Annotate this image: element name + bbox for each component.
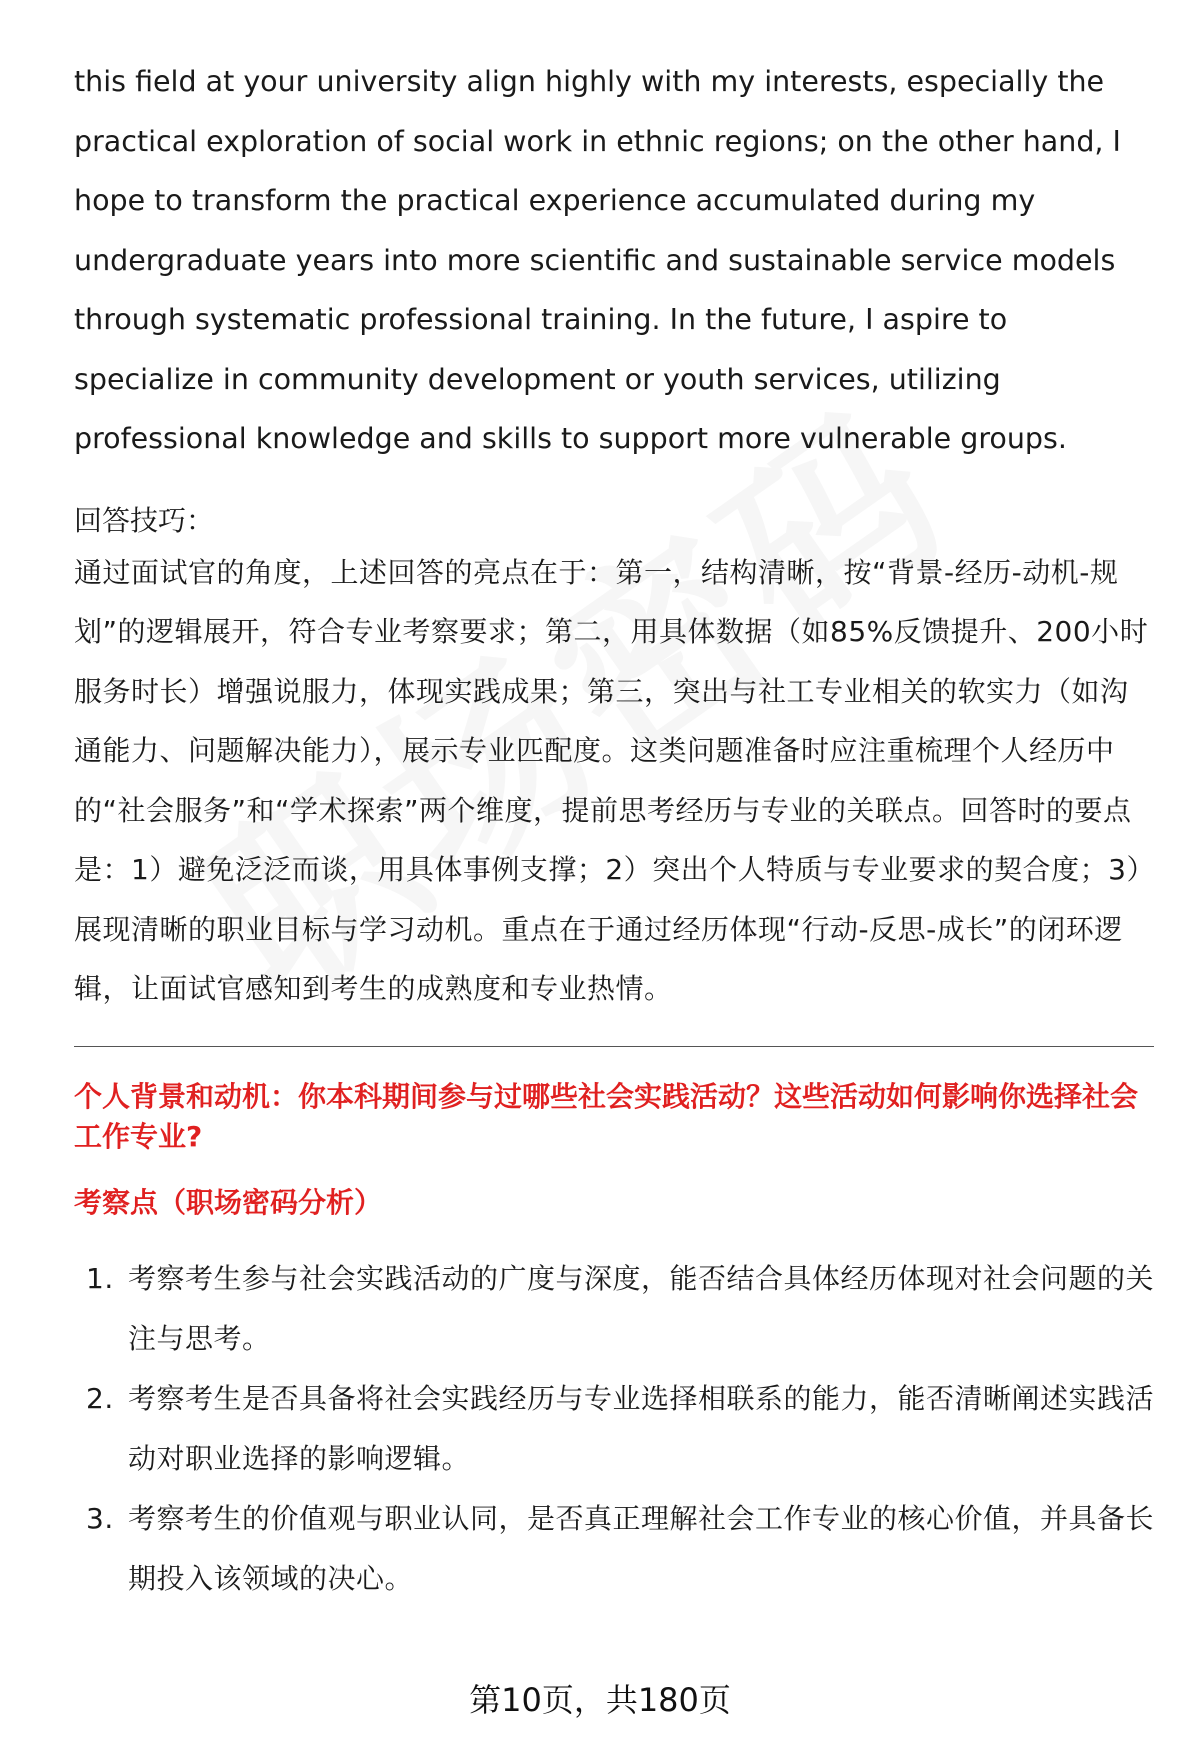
assessment-item bbox=[74, 1489, 1154, 1609]
answer-tips-heading: 回答技巧： bbox=[74, 503, 215, 537]
english-answer-paragraph: this field at your university align highly with my interests, especially the practical exploration of social work in ethnic regions; on the other hand, I hope to transform the practical experience accumulated during my undergraduate years into more scientific and sustainable service models through systematic professional training. In the future, I aspire to specialize in community development or youth services, utilizing professional knowledge and skills to support more vulnerable groups. bbox=[74, 65, 1121, 455]
assessment-heading: 考察点（职场密码分析） bbox=[74, 1185, 383, 1219]
list-number: 2. bbox=[86, 1381, 114, 1415]
assessment-item-text: 考察考生参与社会实践活动的广度与深度，能否结合具体经历体现对社会问题的关注与思考。 bbox=[128, 1261, 1155, 1355]
answer-tips-paragraph: 通过面试官的角度，上述回答的亮点在于：第一，结构清晰，按“背景-经历-动机-规划”的逻辑展开，符合专业考察要求；第二，用具体数据（如85%反馈提升、200小时服务时长）增强说服力，体现实践成果；第三，突出与社工专业相关的软实力（如沟通能力、问题解决能力），展示专业匹配度。这类问题准备时应注重梳理个人经历中的“社会服务”和“学术探索”两个维度，提前思考经历与专业的关联点。回答时的要点是：1）避免泛泛而谈，用具体事例支撑；2）突出个人特质与专业要求的契合度；3）展现清晰的职业目标与学习动机。重点在于通过经历体现“行动-反思-成长”的闭环逻辑，让面试官感知到考生的成熟度和专业热情。 bbox=[74, 555, 1149, 1005]
page-number-footer: 第10页，共180页 bbox=[469, 1681, 731, 1719]
assessment-item-text: 考察考生是否具备将社会实践经历与专业选择相联系的能力，能否清晰阐述实践活动对职业选择的影响逻辑。 bbox=[128, 1381, 1155, 1475]
assessment-item bbox=[74, 1249, 1154, 1369]
section-divider bbox=[74, 1046, 1154, 1047]
assessment-item bbox=[74, 1369, 1154, 1489]
list-number: 3. bbox=[86, 1501, 114, 1535]
page-content bbox=[74, 52, 1154, 1609]
question-heading: 个人背景和动机：你本科期间参与过哪些社会实践活动？这些活动如何影响你选择社会工作专业? bbox=[74, 1079, 1139, 1153]
assessment-list bbox=[74, 1249, 1154, 1609]
list-number: 1. bbox=[86, 1261, 114, 1295]
assessment-item-text: 考察考生的价值观与职业认同，是否真正理解社会工作专业的核心价值，并具备长期投入该领域的决心。 bbox=[128, 1501, 1155, 1595]
